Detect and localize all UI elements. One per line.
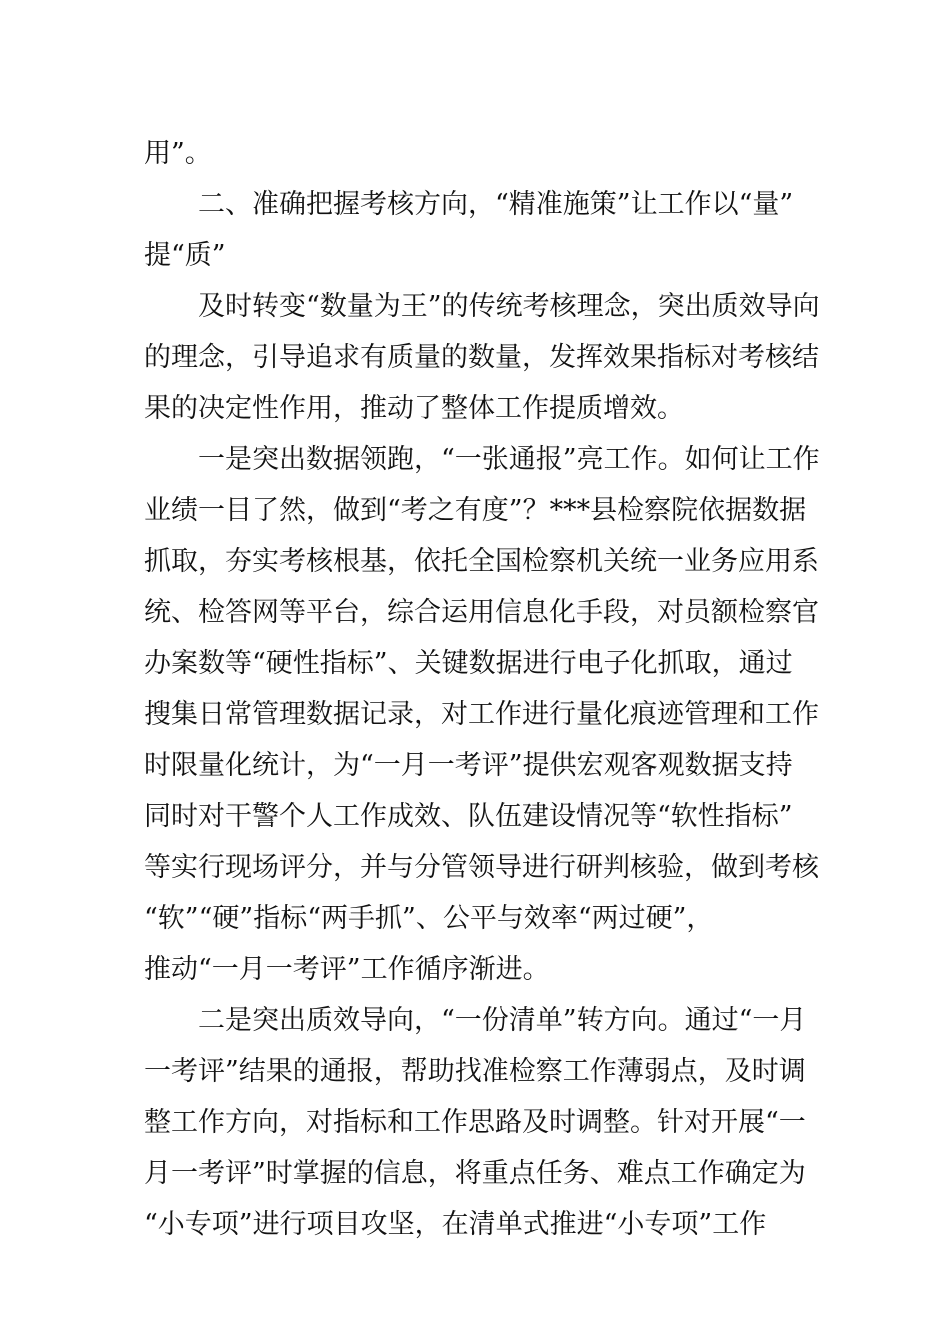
text-line: 时限量化统计，为“一月一考评”提供宏观客观数据支持 <box>144 750 793 781</box>
text-line: 月一考评”时掌握的信息，将重点任务、难点工作确定为 <box>144 1158 806 1189</box>
text-line: 用”。 <box>144 138 212 169</box>
text-line: 等实行现场评分，并与分管领导进行研判核验，做到考核 <box>144 852 819 883</box>
text-line: 一是突出数据领跑，“一张通报”亮工作。如何让工作 <box>144 444 820 475</box>
text-line: 及时转变“数量为王”的传统考核理念，突出质效导向 <box>144 291 820 322</box>
text-line: 办案数等“硬性指标”、关键数据进行电子化抓取，通过 <box>144 648 793 679</box>
text-line: “软”“硬”指标“两手抓”、公平与效率“两过硬”， <box>144 903 714 934</box>
text-line: 抓取，夯实考核根基，依托全国检察机关统一业务应用系 <box>144 546 819 577</box>
text-line: 的理念，引导追求有质量的数量，发挥效果指标对考核结 <box>144 342 819 373</box>
text-line: 果的决定性作用，推动了整体工作提质增效。 <box>144 393 684 424</box>
text-line: 搜集日常管理数据记录，对工作进行量化痕迹管理和工作 <box>144 699 819 730</box>
text-line: 同时对干警个人工作成效、队伍建设情况等“软性指标” <box>144 801 793 832</box>
text-line: 一考评”结果的通报，帮助找准检察工作薄弱点，及时调 <box>144 1056 806 1087</box>
text-line: 统、检答网等平台，综合运用信息化手段，对员额检察官 <box>144 597 819 628</box>
text-line: 整工作方向，对指标和工作思路及时调整。针对开展“一 <box>144 1107 806 1138</box>
section-heading-line: 提“质” <box>144 240 226 271</box>
body-text <box>144 128 820 1250</box>
text-line: “小专项”进行项目攻坚，在清单式推进“小专项”工作 <box>144 1209 767 1240</box>
section-heading-line: 二、准确把握考核方向，“精准施策”让工作以“量” <box>144 189 794 220</box>
text-line: 业绩一目了然，做到“考之有度”？***县检察院依据数据 <box>144 495 807 526</box>
text-line: 推动“一月一考评”工作循序渐进。 <box>144 954 550 985</box>
text-line: 二是突出质效导向，“一份清单”转方向。通过“一月 <box>144 1005 807 1036</box>
